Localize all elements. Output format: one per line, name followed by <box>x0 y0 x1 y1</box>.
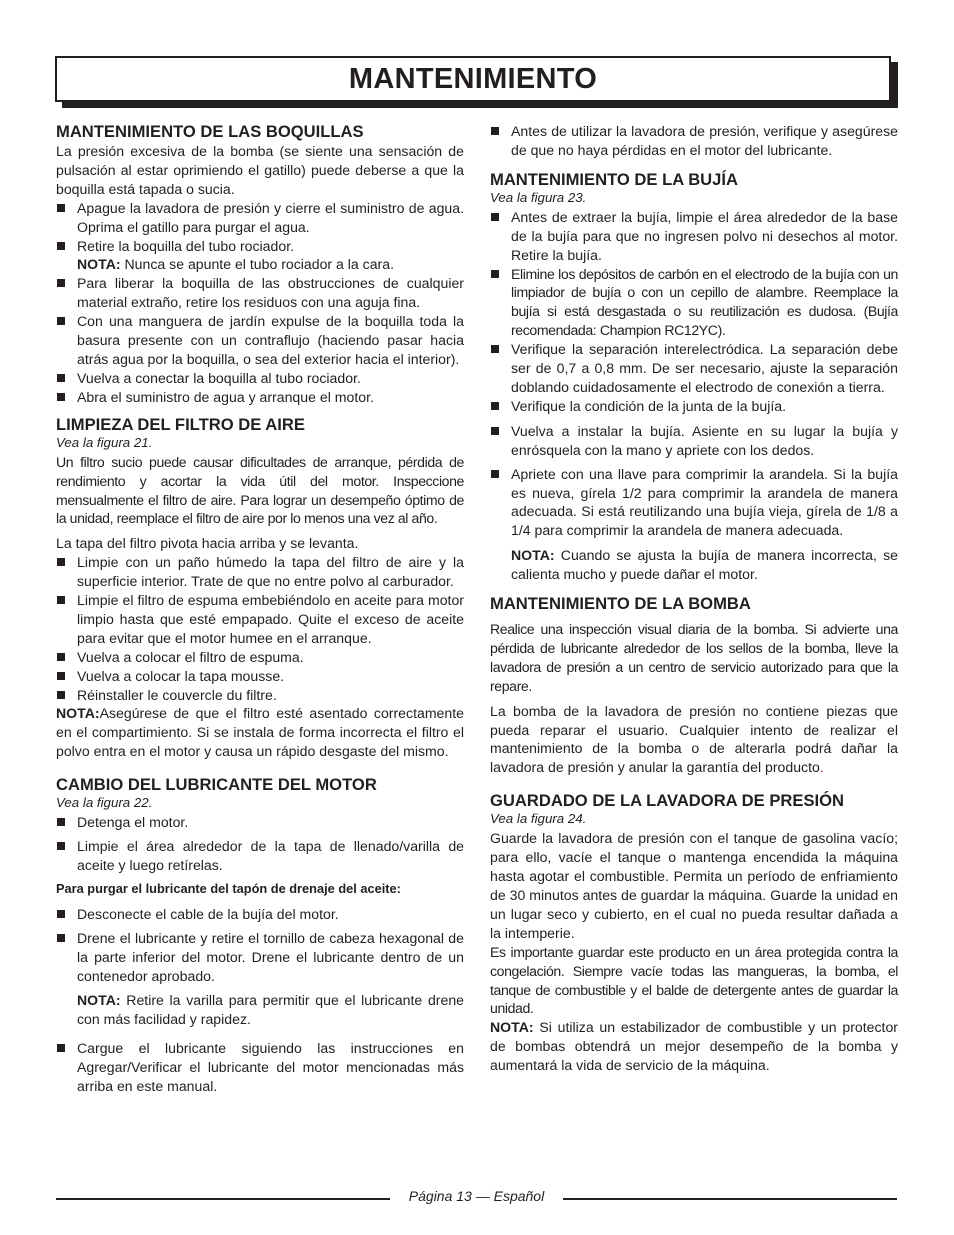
note-text: Cuando se ajusta la bujía de manera incorrecta, se calienta mucho y puede dañar el motor. <box>511 547 898 583</box>
section-filtro <box>56 415 464 762</box>
list-item: Antes de utilizar la lavadora de presión, verifique y asegúrese de que no haya pérdidas en el motor del lubricante. <box>490 122 898 160</box>
paragraph-text: La bomba de la lavadora de presión no contiene piezas que pueda reparar el usuario. Cualquier intento de realizar el mantenimiento de la bomba o de alterarla podrá dañar la lavadora de presión y anular la garantía del producto <box>490 702 898 776</box>
title-banner <box>55 56 891 102</box>
left-column <box>56 122 464 1096</box>
section-heading: CAMBIO DEL LUBRICANTE DEL MOTOR <box>56 775 377 795</box>
list-item: Réinstaller le couvercle du filtre. <box>56 686 464 705</box>
list-item: Apriete con una llave para comprimir la arandela. Si la bujía es nueva, gírela 1/2 para comprimir la arandela de manera adecuada. Si está reutilizando una bujía vieja, gírela de 1/8 a 1/4 para comprimir la arandela de manera adecuada. <box>490 465 898 541</box>
list-item-text: Retire la boquilla del tubo rociador. <box>77 237 295 254</box>
footer-rule-right <box>563 1198 897 1200</box>
list-item: Para liberar la boquilla de las obstrucciones de cualquier material extraño, retire los residuos con una aguja fina. <box>56 274 464 312</box>
footer-rule-left <box>56 1198 390 1200</box>
figure-reference: Vea la figura 23. <box>490 189 587 205</box>
paragraph: Un filtro sucio puede causar dificultades de arranque, pérdida de rendimiento y acortar la vida útil del motor. Inspeccione mensualmente el filtro de aire. Para lograr un desempeño óptimo de la unidad, reemplace el filtro de aire por lo menos una vez al año. <box>56 453 464 527</box>
paragraph: Es importante guardar este producto en un área protegida contra la congelación. Siempre vacíe todas las mangueras, la bomba, el tanque de combustible y el balde de detergente antes de guardar la unidad. <box>490 943 898 1017</box>
bullet-list <box>56 905 464 986</box>
page-title: MANTENIMIENTO <box>348 62 598 95</box>
note-text: Retire la varilla para permitir que el lubricante drene con más facilidad y rapidez. <box>77 992 464 1028</box>
list-item: Antes de extraer la bujía, limpie el área alrededor de la base de la bujía para que no ingresen polvo ni desechos al motor. Retire la bujía. <box>490 208 898 265</box>
list-item: Apague la lavadora de presión y cierre el suministro de agua. Oprima el gatillo para purgar el agua. <box>56 199 464 237</box>
section-boquillas <box>56 122 464 407</box>
bullet-list <box>56 553 464 704</box>
bullet-list <box>56 813 464 875</box>
list-item: Limpie el área alrededor de la tapa de llenado/varilla de aceite y luego retírelas. <box>56 837 464 875</box>
bullet-list <box>56 199 464 407</box>
list-item: Limpie el filtro de espuma embebiéndolo en aceite para motor limpio hasta que esté empapado. Quite el exceso de aceite para evitar que el motor humee en el arranque. <box>56 591 464 648</box>
section-heading: MANTENIMIENTO DE LA BOMBA <box>490 594 751 614</box>
list-item: Vuelva a conectar la boquilla al tubo rociador. <box>56 369 464 388</box>
page-footer: Página 13 — Español <box>408 1188 545 1204</box>
list-item: Abra el suministro de agua y arranque el motor. <box>56 388 464 407</box>
bullet-list <box>56 1039 464 1096</box>
note <box>56 991 464 1029</box>
note-label: NOTA: <box>77 992 121 1009</box>
bullet-list <box>490 122 898 160</box>
list-item: Vuelva a colocar el filtro de espuma. <box>56 648 464 667</box>
list-item: Verifique la condición de la junta de la bujía. <box>490 397 898 416</box>
bullet-list <box>490 422 898 540</box>
paragraph: La presión excesiva de la bomba (se siente una sensación de pulsación al estar oprimiendo el gatillo) puede deberse a que la boquilla está tapada o sucia. <box>56 143 464 197</box>
figure-reference: Vea la figura 21. <box>56 434 153 450</box>
figure-reference: Vea la figura 24. <box>490 811 587 827</box>
paragraph: Guarde la lavadora de presión con el tanque de gasolina vacío; para ello, vacíe el tanque o mantenga encendida la máquina hasta agotar el combustible. Permita un período de enfriamiento de 30 minutos antes de guardar la máquina. Guarde la unidad en un lugar seco y cubierto, en el cual no pueda resultar dañada a la intemperie. <box>490 830 898 941</box>
figure-reference: Vea la figura 22. <box>56 795 153 811</box>
section-bomba <box>490 594 898 777</box>
section-heading: MANTENIMIENTO DE LAS BOQUILLAS <box>56 122 364 141</box>
list-item: Elimine los depósitos de carbón en el electrodo de la bujía con un limpiador de bujía o con un cepillo de alambre. Reemplace la bujía si está desgastada o su reutilización es dudosa. (Bujía recomendada: Champion RC12YC). <box>490 265 898 341</box>
list-item: Verifique la separación interelectródica. La separación debe ser de 0,7 a 0,8 mm. De ser necesario, ajuste la separación doblando cuidadosamente el electrodo de conexión a tierra. <box>490 340 898 397</box>
list-item: Con una manguera de jardín expulse de la boquilla toda la basura presente con un contraflujo (haciendo pasar hacia atrás agua por la boquilla, o sea del exterior hacia el interior). <box>56 312 464 369</box>
note-text: Si utiliza un estabilizador de combustible y un protector de bombas obtendrá un mejor desempeño de la bomba y aumentará la vida de servicio de la máquina. <box>490 1019 898 1074</box>
note-label: NOTA: <box>511 547 555 564</box>
note <box>490 1018 898 1075</box>
note-text: Asegúrese de que el filtro esté asentado correctamente en el compartimiento. Si se instala de forma incorrecta el filtro el polvo entra en el motor y causa un rápido desgaste del mismo. <box>56 705 464 760</box>
section-lubricante <box>56 775 464 1096</box>
section-bujia <box>490 170 898 584</box>
paragraph: La tapa del filtro pivota hacia arriba y se levanta. <box>56 535 359 552</box>
bullet-list <box>490 208 898 416</box>
note-text: Nunca se apunte el tubo rociador a la cara. <box>120 256 395 273</box>
section-heading: MANTENIMIENTO DE LA BUJÍA <box>490 169 738 189</box>
list-item: Cargue el lubricante siguiendo las instrucciones en Agregar/Verificar el lubricante del motor mencionadas más arriba en este manual. <box>56 1039 464 1096</box>
note-label: NOTA: <box>77 256 121 273</box>
note-label: NOTA: <box>56 705 100 722</box>
list-item: Vuelva a colocar la tapa mousse. <box>56 667 464 686</box>
right-column <box>490 122 898 1075</box>
note-label: NOTA: <box>490 1019 534 1036</box>
subheading: Para purgar el lubricante del tapón de drenaje del aceite: <box>56 880 401 896</box>
note <box>56 704 464 761</box>
list-item: Limpie con un paño húmedo la tapa del filtro de aire y la superficie interior. Trate de que no entre polvo al carburador. <box>56 553 464 591</box>
list-item: Vuelva a instalar la bujía. Asiente en su lugar la bujía y enrósquela con la mano y apriete con los dedos. <box>490 422 898 460</box>
red-period: . <box>819 759 824 776</box>
section-heading: LIMPIEZA DEL FILTRO DE AIRE <box>56 414 305 434</box>
note <box>490 546 898 584</box>
note <box>77 255 464 274</box>
paragraph <box>490 702 898 778</box>
list-item <box>56 237 464 275</box>
paragraph: Realice una inspección visual diaria de la bomba. Si advierte una pérdida de lubricante alrededor de los sellos de la bomba, lleve la lavadora de presión a un centro de servicio autorizado para que la repare. <box>490 621 898 694</box>
list-item: Desconecte el cable de la bujía del motor. <box>56 905 464 924</box>
list-item: Detenga el motor. <box>56 813 464 832</box>
list-item: Drene el lubricante y retire el tornillo de cabeza hexagonal de la parte inferior del motor. Drene el lubricante dentro de un contenedor aprobado. <box>56 929 464 986</box>
section-heading: GUARDADO DE LA LAVADORA DE PRESIÓN <box>490 791 845 811</box>
section-guardado <box>490 791 898 1075</box>
